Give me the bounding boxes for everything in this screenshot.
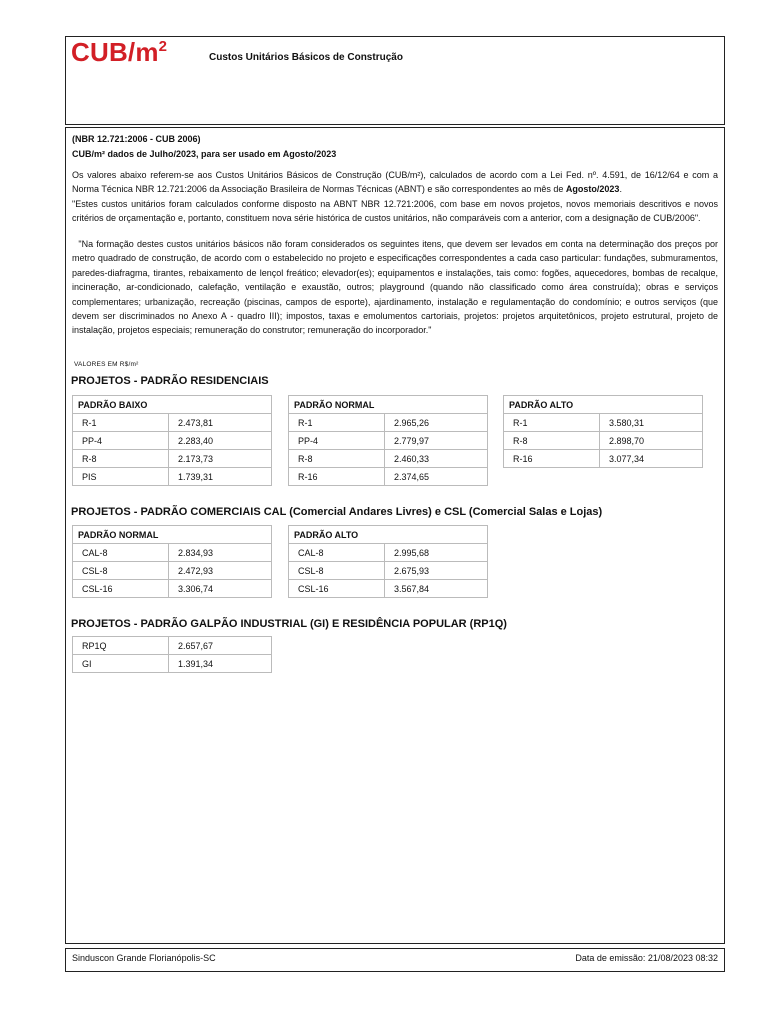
table-row [289, 432, 488, 450]
norm-line: (NBR 12.721:2006 - CUB 2006) [72, 134, 201, 144]
section-title-comerciais: PROJETOS - PADRÃO COMERCIAIS CAL (Comercial Andares Livres) e CSL (Comercial Salas e Lojas) [71, 506, 603, 518]
cell-code: R-8 [504, 432, 600, 450]
table-row [73, 580, 272, 598]
cell-code: R-8 [73, 450, 169, 468]
table-row [289, 414, 488, 432]
table-row [289, 580, 488, 598]
table-row [289, 468, 488, 486]
logo-text: CUB/m [71, 37, 159, 67]
table-row [289, 544, 488, 562]
table-header: PADRÃO NORMAL [289, 396, 488, 414]
table-residencial-alto [503, 395, 703, 468]
cell-code: CSL-8 [73, 562, 169, 580]
footer-box [65, 948, 725, 972]
paragraph-1-month: Agosto/2023 [565, 184, 620, 195]
table-row [504, 414, 703, 432]
paragraph-1-period: . [619, 184, 622, 195]
footer-issue-date: Data de emissão: 21/08/2023 08:32 [575, 953, 718, 963]
cell-code: RP1Q [73, 637, 169, 655]
cell-code: R-1 [504, 414, 600, 432]
cell-code: R-16 [504, 450, 600, 468]
logo-superscript: 2 [158, 38, 168, 55]
content-box [65, 127, 725, 944]
cell-code: R-1 [73, 414, 169, 432]
cell-code: R-8 [289, 450, 385, 468]
cell-code: CSL-8 [289, 562, 385, 580]
table-header: PADRÃO ALTO [504, 396, 703, 414]
cell-value: 2.898,70 [600, 432, 703, 450]
cell-value: 3.077,34 [600, 450, 703, 468]
cell-value: 2.283,40 [169, 432, 272, 450]
cell-value: 3.580,31 [600, 414, 703, 432]
paragraph-1-text: Os valores abaixo referem-se aos Custos Unitários Básicos de Construção (CUB/m²), calculados de acordo com a Lei Fed. nº. 4.591, de 16/12/64 e com a Norma Técnica NBR 12.721:2006 da Associação Brasileira de Normas Técnicas (ABNT) e são correspondentes ao mês de [72, 170, 718, 195]
table-header: PADRÃO BAIXO [73, 396, 272, 414]
cell-code: R-16 [289, 468, 385, 486]
cell-value: 2.472,93 [169, 562, 272, 580]
cell-value: 1.739,31 [169, 468, 272, 486]
cell-value: 2.460,33 [385, 450, 488, 468]
cell-value: 2.995,68 [385, 544, 488, 562]
header-subtitle: Custos Unitários Básicos de Construção [209, 52, 403, 63]
table-row [504, 450, 703, 468]
paragraph-2-text: "Na formação destes custos unitários básicos não foram considerados os seguintes itens, que devem ser levados em conta na determinação dos preços por metro quadrado de construção, de acordo com o estabelecido no projeto e especificações correspondentes a cada caso particular: fundações, submuramentos, paredes-diafragma, tirantes, rebaixamento de lençol freático; elevador(es); equipamentos e instalações, tais como: fogões, aquecedores, bombas de recalque, incineração, ar-condicionado, calefação, ventilação e exaustão, outros; playground (quando não classificado como área construída); obras e serviços complementares; urbanização, recreação (piscinas, campos de esporte), ajardinamento, instalação e regulamentação do condomínio; e outros serviços (que devem ser discriminados no Anexo A - quadro III); impostos, taxas e emolumentos cartoriais, projetos: projetos arquitetônicos, projeto estrutural, projeto de instalação, projetos especiais; remuneração do construtor; remuneração do incorporador." [72, 239, 718, 336]
header-box [65, 36, 725, 125]
table-comercial-normal [72, 525, 272, 598]
cell-code: PP-4 [73, 432, 169, 450]
intro-paragraph-1 [72, 168, 718, 226]
table-row [73, 544, 272, 562]
table-residencial-baixo [72, 395, 272, 486]
table-row [73, 655, 272, 673]
intro-paragraph-2 [72, 237, 718, 338]
cell-value: 3.306,74 [169, 580, 272, 598]
cell-value: 2.834,93 [169, 544, 272, 562]
table-residencial-normal [288, 395, 488, 486]
cell-code: CSL-16 [73, 580, 169, 598]
table-comercial-alto [288, 525, 488, 598]
table-row [73, 414, 272, 432]
table-row [73, 562, 272, 580]
table-row [289, 450, 488, 468]
table-galpao [72, 636, 272, 673]
cell-value: 2.675,93 [385, 562, 488, 580]
table-row [504, 432, 703, 450]
intro-heading [72, 132, 336, 162]
cell-value: 1.391,34 [169, 655, 272, 673]
reference-line: CUB/m² dados de Julho/2023, para ser usado em Agosto/2023 [72, 149, 337, 159]
table-header: PADRÃO NORMAL [73, 526, 272, 544]
cell-value: 2.173,73 [169, 450, 272, 468]
footer-organization: Sinduscon Grande Florianópolis-SC [72, 953, 216, 963]
cell-code: PIS [73, 468, 169, 486]
units-label: VALORES EM R$/m² [74, 361, 139, 368]
cell-code: PP-4 [289, 432, 385, 450]
section-title-galpao: PROJETOS - PADRÃO GALPÃO INDUSTRIAL (GI) E RESIDÊNCIA POPULAR (RP1Q) [71, 618, 507, 630]
table-row [73, 450, 272, 468]
cell-code: CSL-16 [289, 580, 385, 598]
section-title-residenciais: PROJETOS - PADRÃO RESIDENCIAIS [71, 375, 269, 387]
cell-value: 2.657,67 [169, 637, 272, 655]
cell-code: CAL-8 [289, 544, 385, 562]
cell-value: 2.779,97 [385, 432, 488, 450]
table-row [73, 432, 272, 450]
table-row [73, 637, 272, 655]
cell-value: 3.567,84 [385, 580, 488, 598]
table-header: PADRÃO ALTO [289, 526, 488, 544]
cell-code: R-1 [289, 414, 385, 432]
cell-value: 2.965,26 [385, 414, 488, 432]
cell-code: CAL-8 [73, 544, 169, 562]
cell-code: GI [73, 655, 169, 673]
cub-logo [71, 37, 167, 68]
table-row [73, 468, 272, 486]
table-row [289, 562, 488, 580]
cell-value: 2.374,65 [385, 468, 488, 486]
paragraph-1-quote: "Estes custos unitários foram calculados conforme disposto na ABNT NBR 12.721:2006, com base em novos projetos, novos memoriais descritivos e novos critérios de orçamentação e, portanto, constituem nova série histórica de custos unitários, não comparáveis com a anterior, com a designação de CUB/2006". [72, 198, 718, 224]
cell-value: 2.473,81 [169, 414, 272, 432]
